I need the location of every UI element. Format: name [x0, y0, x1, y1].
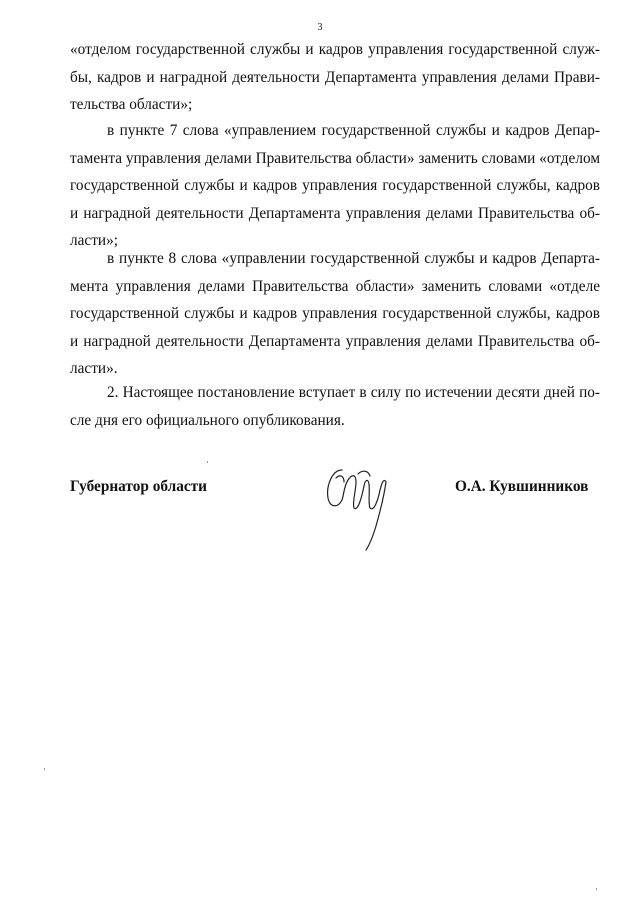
text-line: тамента управления делами Правительства области» заменить словами «отделом	[70, 149, 600, 167]
text-line: ласти»;	[70, 232, 118, 250]
signatory-name: О.А. Кувшинников	[455, 478, 589, 495]
text-line: государственной службы и кадров управления государственной службы, кадров	[70, 177, 600, 195]
signatory-position: Губернатор области	[70, 478, 207, 495]
paragraph-item-7	[70, 117, 600, 255]
paragraph-continuation	[70, 36, 600, 119]
paragraph-section-2	[70, 379, 600, 434]
text-line: в пункте 7 слова «управлением государственной службы и кадров Депар-	[107, 122, 600, 139]
page-number: 3	[317, 22, 323, 33]
text-line: сле дня его официального опубликования.	[70, 411, 345, 429]
text-line: и наградной деятельности Департамента управления делами Правительства об-	[70, 332, 600, 350]
handwritten-signature	[322, 456, 392, 552]
text-line: 2. Настоящее постановление вступает в силу по истечении десяти дней по-	[107, 384, 600, 401]
text-line: в пункте 8 слова «управлении государственной службы и кадров Департа-	[107, 250, 600, 267]
scan-speck	[44, 768, 45, 770]
text-line: бы, кадров и наградной деятельности Департамента управления делами Прави-	[70, 68, 600, 86]
text-line: государственной службы и кадров управления государственной службы, кадров	[70, 305, 600, 323]
text-line: мента управления делами Правительства области» заменить словами «отделе	[70, 277, 600, 295]
scan-speck	[596, 888, 597, 890]
text-line: ласти».	[70, 360, 118, 378]
scan-speck	[207, 461, 208, 463]
text-line: и наградной деятельности Департамента управления делами Правительства об-	[70, 204, 600, 222]
text-line: тельства области»;	[70, 96, 193, 114]
text-line: «отделом государственной службы и кадров управления государственной служ-	[70, 41, 600, 58]
paragraph-item-8	[70, 245, 600, 383]
